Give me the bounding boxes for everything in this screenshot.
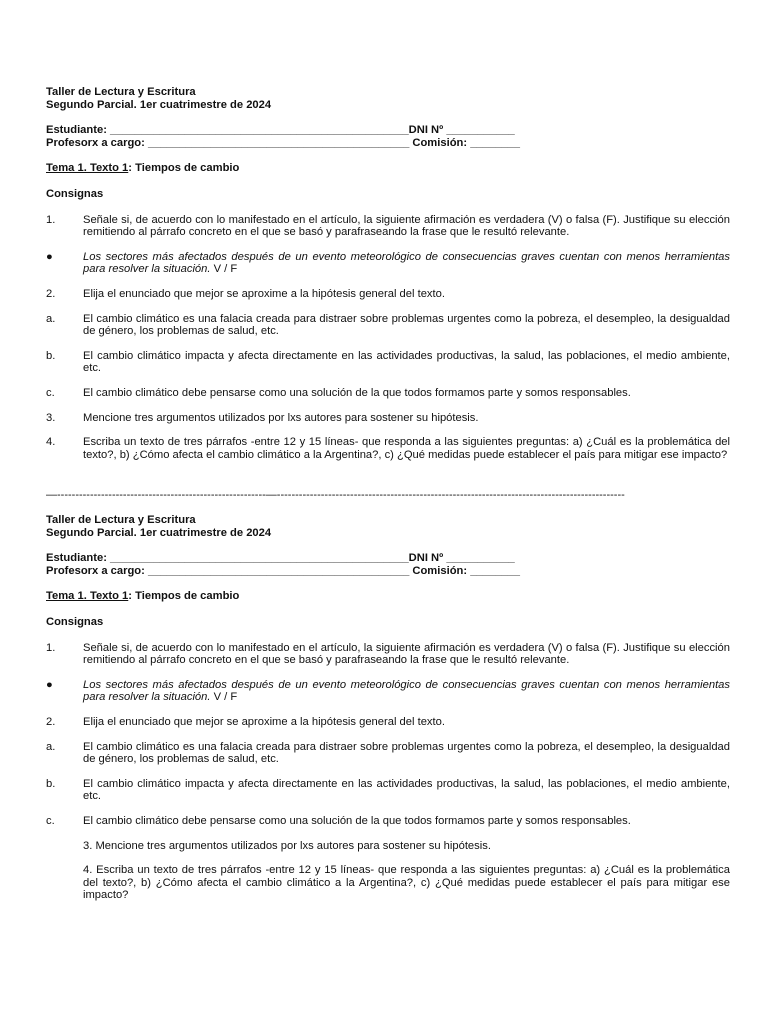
option-a [46,313,730,338]
question-number: 2. [46,715,56,728]
theme-heading [46,590,730,603]
teacher-field[interactable]: Profesorx a cargo: __________________________________________ Comisión: ________ [46,564,520,577]
question-text: Mencione tres argumentos utilizados por lxs autores para sostener su hipótesis. [83,411,479,424]
course-title: Taller de Lectura y Escritura [46,514,196,526]
option-b [46,350,730,375]
option-text: El cambio climático es una falacia creada para distraer sobre problemas urgentes como la pobreza, el desempleo, la desigualdad de género, los problemas de salud, etc. [83,740,730,766]
statement-item [46,251,730,276]
option-letter: a. [46,740,56,753]
bullet-icon: ● [46,678,53,691]
question-text: Señale si, de acuerdo con lo manifestado en el artículo, la siguiente afirmación es verdadera (V) o falsa (F). Justifique su elección remitiendo al párrafo concreto en el que se basó y parafraseando la frase que le resultó relevante. [83,641,730,667]
theme-label: Tema 1. Texto 1 [46,162,129,175]
theme-heading [46,162,730,175]
question-3: 3. Mencione tres argumentos utilizados por lxs autores para sostener su hipótesis. [83,839,491,852]
option-c [46,387,730,400]
theme-title: : Tiempos de cambio [128,162,240,175]
theme-title: : Tiempos de cambio [128,590,240,603]
option-text: El cambio climático debe pensarse como una solución de la que todos formamos parte y somos responsables. [83,814,631,827]
question-number: 1. [46,213,56,226]
question-2 [46,716,730,729]
question-number: 3. [46,411,56,424]
consignas-heading: Consignas [46,615,104,628]
option-letter: b. [46,777,56,790]
statement-text: Los sectores más afectados después de un evento meteorológico de consecuencias graves cuentan con menos herramientas para resolver la situación. V / F [83,678,730,704]
teacher-field[interactable]: Profesorx a cargo: __________________________________________ Comisión: ________ [46,136,520,149]
question-2 [46,288,730,301]
statement-item [46,679,730,704]
consignas-heading: Consignas [46,187,104,200]
question-text: Escriba un texto de tres párrafos -entre 12 y 15 líneas- que responda a las siguientes preguntas: a) ¿Cuál es la problemática del texto?, b) ¿Cómo afecta el cambio climático a la Argentina?, c) ¿Qué medidas puede establecer el país para mitigar ese impacto? [83,436,730,461]
question-text: Elija el enunciado que mejor se aproxime a la hipótesis general del texto. [83,715,445,728]
option-text: El cambio climático debe pensarse como una solución de la que todos formamos parte y somos responsables. [83,386,631,399]
option-c [46,815,730,828]
question-1 [46,214,730,239]
question-1 [46,642,730,667]
exam-title: Segundo Parcial. 1er cuatrimestre de 2024 [46,526,272,539]
question-number: 1. [46,641,56,654]
true-false-marker: V / F [210,263,238,276]
question-4: 4. Escriba un texto de tres párrafos -entre 12 y 15 líneas- que responda a las siguientes preguntas: a) ¿Cuál es la problemática del texto?, b) ¿Cómo afecta el cambio climático a la Argentina?, c) ¿Qué medidas puede establecer el país para mitigar ese impacto? [83,864,730,902]
statement-text: Los sectores más afectados después de un evento meteorológico de consecuencias graves cuentan con menos herramientas para resolver la situación. V / F [83,250,730,276]
option-text: El cambio climático impacta y afecta directamente en las actividades productivas, la salud, las poblaciones, el medio ambiente, etc. [83,777,730,803]
exam-section-2 [46,514,730,902]
question-text: Elija el enunciado que mejor se aproxime a la hipótesis general del texto. [83,287,445,300]
option-letter: b. [46,349,56,362]
option-text: El cambio climático impacta y afecta directamente en las actividades productivas, la salud, las poblaciones, el medio ambiente, etc. [83,349,730,375]
course-title: Taller de Lectura y Escritura [46,86,196,98]
question-text: Señale si, de acuerdo con lo manifestado en el artículo, la siguiente afirmación es verdadera (V) o falsa (F). Justifique su elección remitiendo al párrafo concreto en el que se basó y parafraseando la frase que le resultó relevante. [83,213,730,239]
question-3 [46,412,730,425]
question-number: 4. [46,436,56,449]
question-4 [46,436,730,461]
bullet-icon: ● [46,250,53,263]
option-a [46,741,730,766]
option-letter: c. [46,814,55,827]
true-false-marker: V / F [210,691,238,704]
theme-label: Tema 1. Texto 1 [46,590,129,603]
option-letter: c. [46,386,55,399]
option-text: El cambio climático es una falacia creada para distraer sobre problemas urgentes como la pobreza, el desempleo, la desigualdad de género, los problemas de salud, etc. [83,312,730,338]
question-number: 2. [46,287,56,300]
student-field[interactable]: Estudiante: ________________________________________________DNI Nº ___________ [46,552,515,565]
option-letter: a. [46,312,56,325]
exam-title: Segundo Parcial. 1er cuatrimestre de 2024 [46,98,272,111]
student-field[interactable]: Estudiante: ________________________________________________DNI Nº ___________ [46,124,515,137]
exam-section-1 [46,86,730,461]
option-b [46,778,730,803]
cut-line-separator: —---------------------------------------------------------—----------------------------------------------------------------------------------------------- [46,489,625,501]
